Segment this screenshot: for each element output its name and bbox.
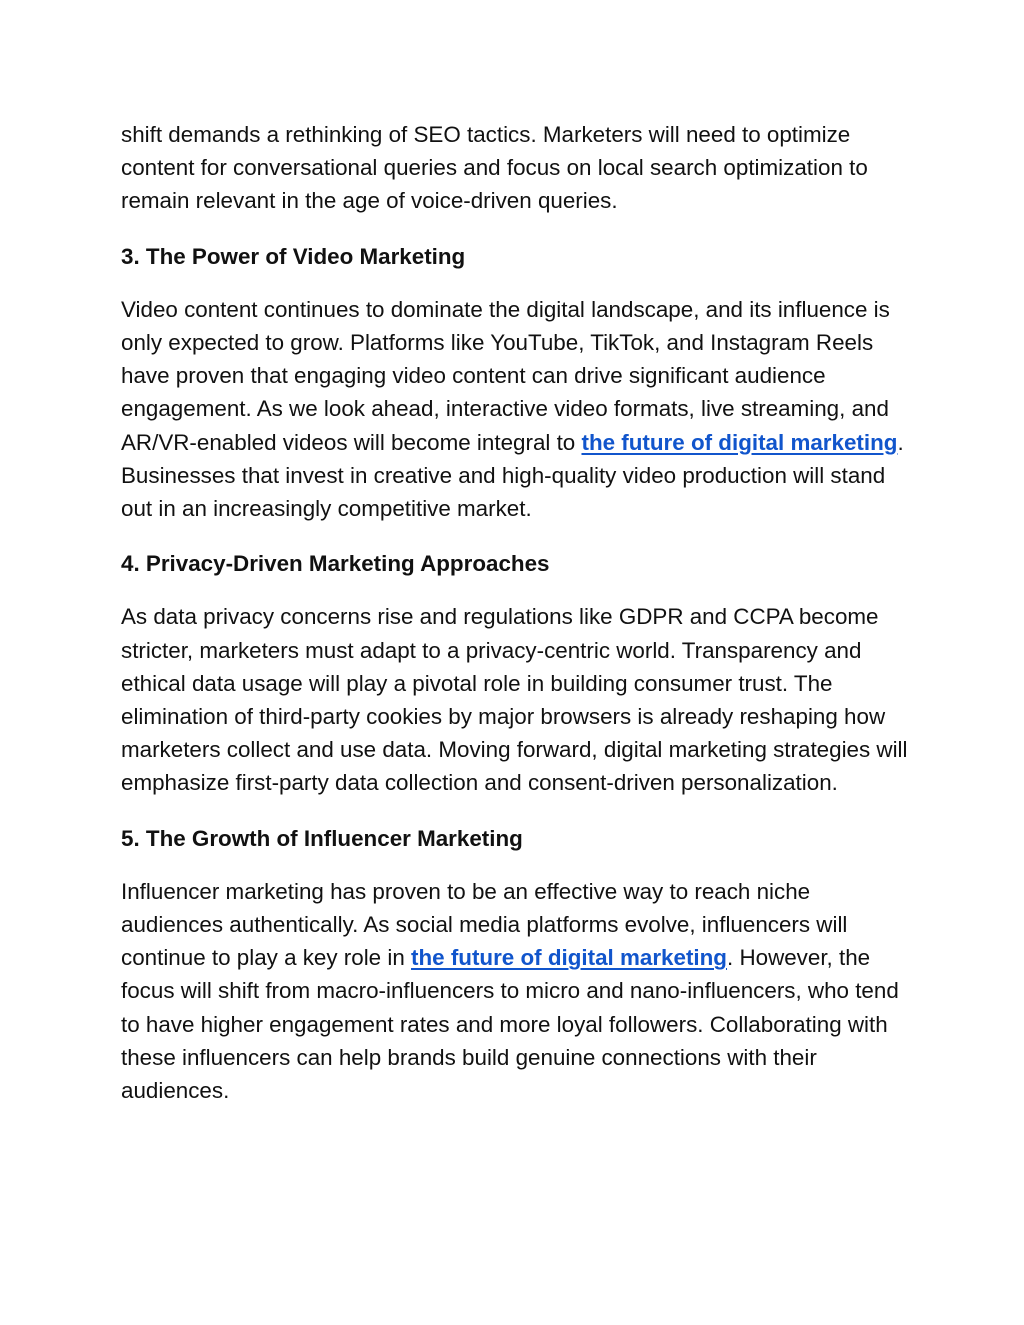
document-page [121,118,911,1107]
spacer [121,580,911,600]
section-4-paragraph: As data privacy concerns rise and regulations like GDPR and CCPA become stricter, marketers must adapt to a privacy-centric world. Transparency and ethical data usage will play a pivotal role in building consumer trust. The elimination of third-party cookies by major browsers is already reshaping how marketers collect and use data. Moving forward, digital marketing strategies will emphasize first-party data collection and consent-driven personalization. [121,604,908,796]
section-5-heading: 5. The Growth of Influencer Marketing [121,825,523,851]
spacer [121,855,911,875]
section-3-text-before-link: Video content continues to dominate the digital landscape, and its influence is only expected to grow. Platforms like YouTube, TikTok, and Instagram Reels have proven that engaging video content can drive significant audience engagement. As we look ahead, interactive video formats, live streaming, and AR/VR-enabled videos will become integral to [121,296,890,455]
section-3-paragraph [121,293,911,525]
future-of-digital-marketing-link[interactable]: the future of digital marketing [581,429,898,455]
section-5-text-before-link: Influencer marketing has proven to be an effective way to reach niche audiences authentically. As social media platforms evolve, influencers will continue to play a key role in [121,878,848,971]
spacer [121,273,911,293]
future-of-digital-marketing-link[interactable]: the future of digital marketing [411,945,727,971]
spacer [121,800,911,822]
section-3-heading: 3. The Power of Video Marketing [121,243,466,269]
section-4-heading: 4. Privacy-Driven Marketing Approaches [121,551,550,577]
spacer [121,218,911,240]
intro-paragraph: shift demands a rethinking of SEO tactics. Marketers will need to optimize content for conversational queries and focus on local search optimization to remain relevant in the age of voice-driven queries. [121,122,868,214]
spacer [121,525,911,547]
section-5-text-after-link: . However, the focus will shift from macro-influencers to micro and nano-influencers, who tend to have higher engagement rates and more loyal followers. Collaborating with these influencers can help brands build genuine connections with their audiences. [121,945,899,1104]
section-3-text-after-link: . Businesses that invest in creative and high-quality video production will stand out in an increasingly competitive market. [121,429,904,522]
section-5-paragraph [121,875,911,1107]
